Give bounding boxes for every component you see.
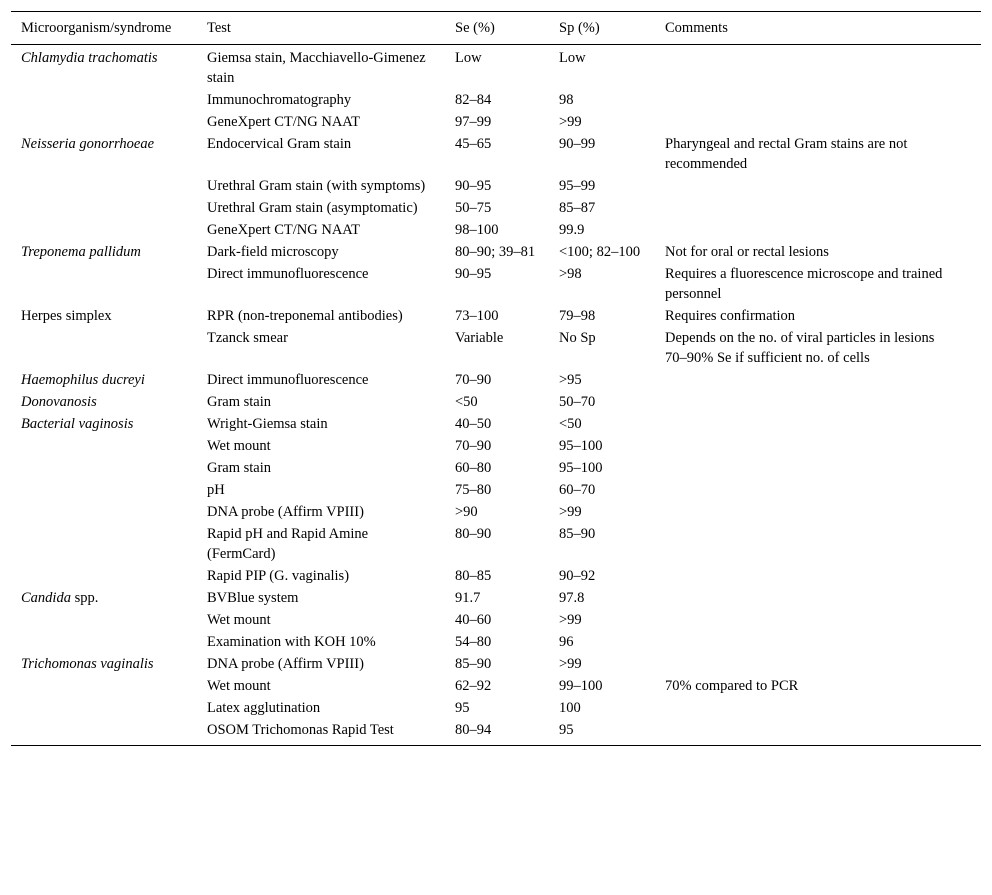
cell-sensitivity: 40–50: [455, 416, 492, 432]
cell-specificity: 99.9: [559, 222, 585, 238]
cell-specificity: 85–90: [559, 526, 596, 542]
cell-microorganism: [11, 369, 197, 391]
cell-test: OSOM Trichomonas Rapid Test: [207, 722, 394, 738]
cell-comments: [655, 653, 981, 675]
cell-test: Direct immunofluorescence: [207, 266, 369, 282]
cell-comments: [655, 305, 981, 327]
cell-microorganism: [11, 305, 197, 327]
cell-comments: [655, 369, 981, 391]
cell-sensitivity: Variable: [455, 330, 504, 346]
cell-specificity: 60–70: [559, 482, 596, 498]
microorganism-name: Treponema pallidum: [21, 244, 141, 260]
table-row: [11, 45, 981, 90]
microorganism-suffix: spp.: [70, 590, 99, 606]
cell-test: Urethral Gram stain (with symptoms): [207, 178, 426, 194]
comment-text: Not for oral or rectal lesions: [665, 244, 829, 260]
cell-sensitivity: Low: [455, 50, 482, 66]
comment-text: Requires a fluorescence microscope and trained personnel: [665, 266, 943, 302]
cell-test: Rapid PIP (G. vaginalis): [207, 568, 350, 584]
cell-sensitivity: 70–90: [455, 372, 492, 388]
cell-sensitivity: 80–94: [455, 722, 492, 738]
table-row: [11, 369, 981, 391]
cell-microorganism: [11, 263, 197, 305]
cell-specificity: 79–98: [559, 308, 596, 324]
cell-specificity: 99–100: [559, 678, 603, 694]
cell-comments: [655, 697, 981, 719]
cell-comments: [655, 565, 981, 587]
cell-sensitivity: 80–85: [455, 568, 492, 584]
comment-text: Depends on the no. of viral particles in lesions: [665, 330, 935, 346]
microorganism-name: Herpes simplex: [21, 308, 112, 324]
table-row: [11, 435, 981, 457]
cell-microorganism: [11, 45, 197, 90]
cell-test: Wet mount: [207, 612, 271, 628]
table-row: [11, 565, 981, 587]
cell-microorganism: [11, 697, 197, 719]
cell-sensitivity: <50: [455, 394, 478, 410]
cell-specificity: <100; 82–100: [559, 244, 641, 260]
comment-text: Pharyngeal and rectal Gram stains are not recommended: [665, 136, 908, 172]
cell-specificity: 97.8: [559, 590, 585, 606]
cell-sensitivity: 50–75: [455, 200, 492, 216]
cell-sensitivity: 62–92: [455, 678, 492, 694]
cell-sensitivity: 90–95: [455, 178, 492, 194]
cell-sensitivity: 82–84: [455, 92, 492, 108]
cell-specificity: <50: [559, 416, 582, 432]
cell-sensitivity: >90: [455, 504, 478, 520]
cell-comments: [655, 675, 981, 697]
table-row: [11, 653, 981, 675]
cell-specificity: >98: [559, 266, 582, 282]
cell-test: DNA probe (Affirm VPIII): [207, 656, 364, 672]
microorganism-name: Trichomonas vaginalis: [21, 656, 154, 672]
cell-sensitivity: 70–90: [455, 438, 492, 454]
cell-sensitivity: 40–60: [455, 612, 492, 628]
cell-sensitivity: 98–100: [455, 222, 499, 238]
table-row: [11, 631, 981, 653]
table-row: [11, 111, 981, 133]
cell-specificity: 90–99: [559, 136, 596, 152]
table-row: [11, 523, 981, 565]
cell-comments: [655, 175, 981, 197]
cell-specificity: 100: [559, 700, 581, 716]
cell-comments: [655, 435, 981, 457]
cell-comments: [655, 587, 981, 609]
table-row: [11, 263, 981, 305]
cell-specificity: >99: [559, 504, 582, 520]
cell-microorganism: [11, 219, 197, 241]
cell-sensitivity: 85–90: [455, 656, 492, 672]
cell-test: Dark-field microscopy: [207, 244, 339, 260]
cell-microorganism: [11, 457, 197, 479]
cell-test: Tzanck smear: [207, 330, 288, 346]
microorganism-name: Chlamydia trachomatis: [21, 50, 158, 66]
cell-sensitivity: 60–80: [455, 460, 492, 476]
cell-comments: [655, 219, 981, 241]
table-row: [11, 219, 981, 241]
cell-comments: [655, 413, 981, 435]
cell-microorganism: [11, 565, 197, 587]
table-row: [11, 391, 981, 413]
header-microorganism: Microorganism/syndrome: [21, 20, 172, 36]
cell-comments: [655, 609, 981, 631]
table-row: [11, 697, 981, 719]
cell-microorganism: [11, 327, 197, 369]
diagnostic-tests-table: [11, 11, 981, 746]
cell-sensitivity: 45–65: [455, 136, 492, 152]
cell-sensitivity: 80–90; 39–81: [455, 244, 536, 260]
cell-comments: [655, 111, 981, 133]
header-comments: Comments: [665, 20, 728, 36]
cell-sensitivity: 91.7: [455, 590, 481, 606]
cell-sensitivity: 97–99: [455, 114, 492, 130]
cell-specificity: No Sp: [559, 330, 596, 346]
table-row: [11, 305, 981, 327]
cell-test: Gram stain: [207, 460, 272, 476]
cell-specificity: >99: [559, 114, 582, 130]
table-header: [11, 12, 981, 45]
cell-comments: [655, 501, 981, 523]
cell-test: Wet mount: [207, 438, 271, 454]
table-row: [11, 133, 981, 175]
table-row: [11, 457, 981, 479]
cell-test: Wright-Giemsa stain: [207, 416, 328, 432]
cell-microorganism: [11, 435, 197, 457]
cell-comments: [655, 631, 981, 653]
cell-comments: [655, 133, 981, 175]
cell-comments: [655, 391, 981, 413]
cell-test: Examination with KOH 10%: [207, 634, 376, 650]
header-test: Test: [207, 20, 231, 36]
cell-specificity: 96: [559, 634, 574, 650]
cell-microorganism: [11, 241, 197, 263]
cell-test: RPR (non-treponemal antibodies): [207, 308, 403, 324]
cell-specificity: Low: [559, 50, 586, 66]
cell-sensitivity: 90–95: [455, 266, 492, 282]
cell-microorganism: [11, 609, 197, 631]
table-row: [11, 609, 981, 631]
cell-microorganism: [11, 175, 197, 197]
cell-specificity: 95–100: [559, 460, 603, 476]
cell-test: GeneXpert CT/NG NAAT: [207, 222, 361, 238]
header-sensitivity: Se (%): [455, 20, 495, 36]
cell-specificity: 90–92: [559, 568, 596, 584]
cell-comments: [655, 479, 981, 501]
table-body: [11, 45, 981, 746]
cell-specificity: 95–99: [559, 178, 596, 194]
cell-microorganism: [11, 523, 197, 565]
comment-text-secondary: 70–90% Se if sufficient no. of cells: [665, 350, 870, 366]
cell-microorganism: [11, 587, 197, 609]
cell-specificity: >99: [559, 656, 582, 672]
cell-sensitivity: 54–80: [455, 634, 492, 650]
table-row: [11, 413, 981, 435]
cell-test: Endocervical Gram stain: [207, 136, 352, 152]
cell-microorganism: [11, 111, 197, 133]
cell-sensitivity: 75–80: [455, 482, 492, 498]
table-row: [11, 175, 981, 197]
cell-comments: [655, 457, 981, 479]
cell-comments: [655, 263, 981, 305]
microorganism-name: Bacterial vaginosis: [21, 416, 134, 432]
cell-microorganism: [11, 631, 197, 653]
cell-microorganism: [11, 675, 197, 697]
cell-microorganism: [11, 501, 197, 523]
header-row: [11, 12, 981, 45]
table-row: [11, 719, 981, 746]
cell-test: Direct immunofluorescence: [207, 372, 369, 388]
table-row: [11, 197, 981, 219]
cell-test: Rapid pH and Rapid Amine (FermCard): [207, 526, 369, 562]
cell-test: Latex agglutination: [207, 700, 321, 716]
table-row: [11, 501, 981, 523]
cell-test: Gram stain: [207, 394, 272, 410]
cell-specificity: 50–70: [559, 394, 596, 410]
cell-test: DNA probe (Affirm VPIII): [207, 504, 364, 520]
table-row: [11, 587, 981, 609]
cell-microorganism: [11, 197, 197, 219]
cell-test: pH: [207, 482, 225, 498]
cell-specificity: 98: [559, 92, 574, 108]
table-row: [11, 675, 981, 697]
comment-text: 70% compared to PCR: [665, 678, 799, 694]
cell-comments: [655, 45, 981, 90]
cell-microorganism: [11, 719, 197, 746]
cell-specificity: >99: [559, 612, 582, 628]
microorganism-name: Donovanosis: [21, 394, 97, 410]
cell-microorganism: [11, 653, 197, 675]
cell-test: Immunochromatography: [207, 92, 352, 108]
table-row: [11, 241, 981, 263]
cell-microorganism: [11, 89, 197, 111]
cell-comments: [655, 197, 981, 219]
table-row: [11, 327, 981, 369]
cell-test: Wet mount: [207, 678, 271, 694]
microorganism-name: Candida: [21, 590, 71, 606]
comment-text: Requires confirmation: [665, 308, 796, 324]
cell-comments: [655, 327, 981, 369]
table-row: [11, 479, 981, 501]
cell-test: Urethral Gram stain (asymptomatic): [207, 200, 418, 216]
cell-comments: [655, 523, 981, 565]
cell-test: GeneXpert CT/NG NAAT: [207, 114, 361, 130]
microorganism-name: Neisseria gonorrhoeae: [21, 136, 155, 152]
cell-sensitivity: 73–100: [455, 308, 499, 324]
cell-comments: [655, 89, 981, 111]
cell-specificity: 85–87: [559, 200, 596, 216]
cell-comments: [655, 719, 981, 746]
cell-test: Giemsa stain, Macchiavello-Gimenez stain: [207, 50, 426, 86]
diagnostic-tests-table-container: [11, 11, 981, 746]
cell-specificity: >95: [559, 372, 582, 388]
microorganism-name: Haemophilus ducreyi: [21, 372, 145, 388]
cell-sensitivity: 95: [455, 700, 470, 716]
cell-microorganism: [11, 133, 197, 175]
table-row: [11, 89, 981, 111]
cell-sensitivity: 80–90: [455, 526, 492, 542]
cell-specificity: 95: [559, 722, 574, 738]
cell-test: BVBlue system: [207, 590, 299, 606]
cell-microorganism: [11, 413, 197, 435]
cell-microorganism: [11, 479, 197, 501]
header-specificity: Sp (%): [559, 20, 600, 36]
cell-comments: [655, 241, 981, 263]
cell-microorganism: [11, 391, 197, 413]
cell-specificity: 95–100: [559, 438, 603, 454]
